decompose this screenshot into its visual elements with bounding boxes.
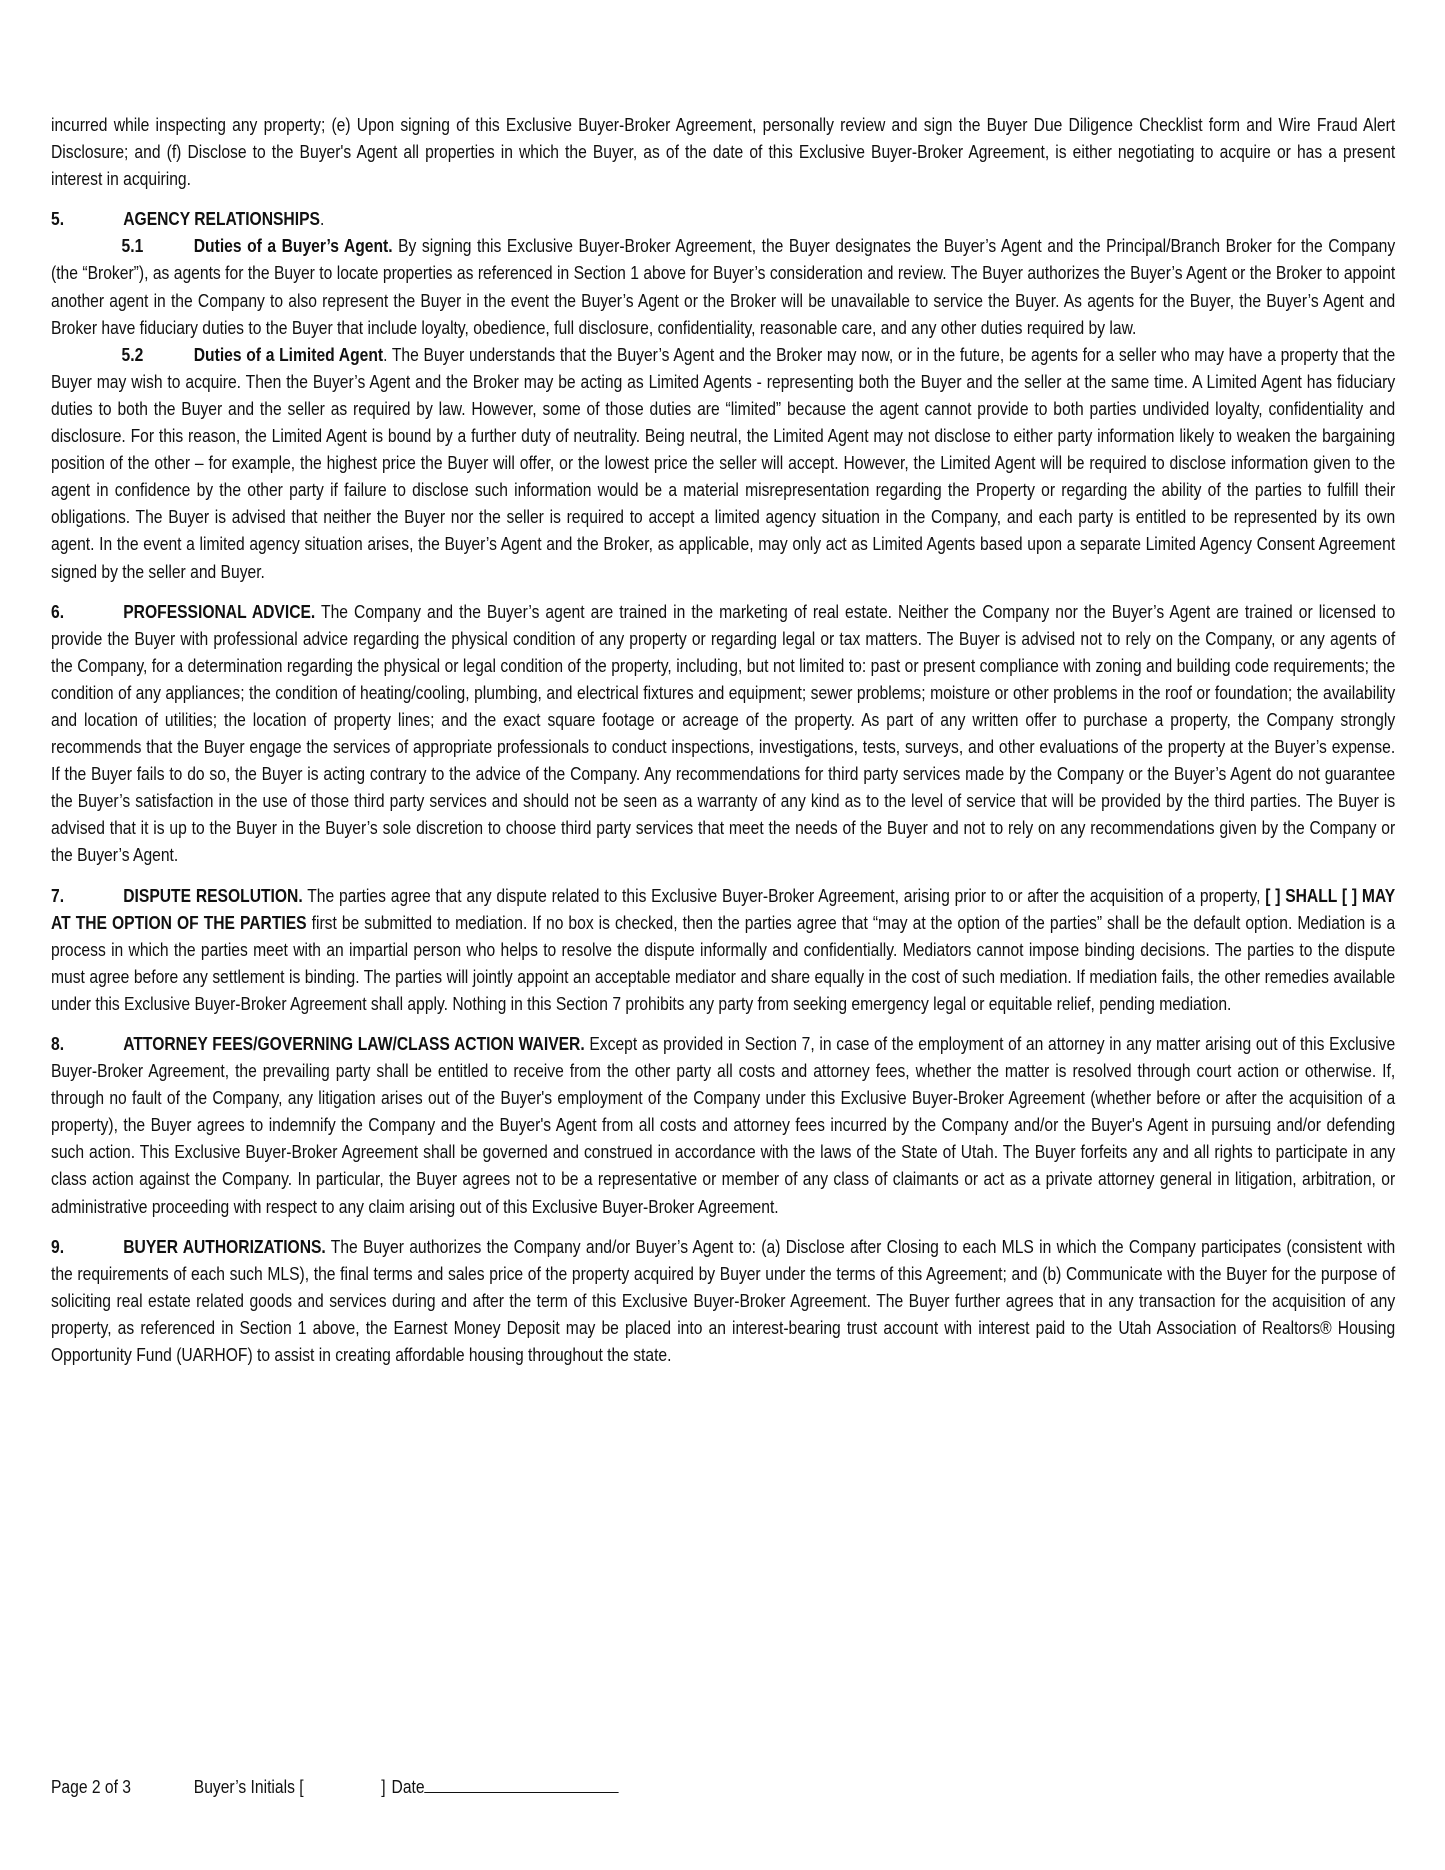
section-text: The parties agree that any dispute related to this Exclusive Buyer-Broker Agreement, arising prior to or after the acquisition of a property,	[302, 885, 1266, 906]
subsection-text: By signing this Exclusive Buyer-Broker Agreement, the Buyer designates the Buyer’s Agent and the Principal/Branch Broker for the Company (the “Broker”), as agents for the Buyer to locate properties as referenced in Section 1 above for Buyer’s consideration and review. The Buyer authorizes the Buyer’s Agent or the Broker to appoint another agent in the Company to also represent the Buyer in the event the Buyer’s Agent or the Broker will be unavailable to service the Buyer. As agents for the Buyer, the Buyer’s Agent and Broker have fiduciary duties to the Buyer that include loyalty, obedience, full disclosure, confidentiality, reasonable care, and any other duties required by law.	[51, 236, 1396, 338]
section-number: 8.	[51, 1034, 65, 1054]
section-6	[51, 599, 1395, 870]
intro-paragraph: incurred while inspecting any property; (e) Upon signing of this Exclusive Buyer-Broker Agreement, personally review and sign the Buyer Due Diligence Checklist form and Wire Fraud Alert Disclosure; and (f) Disclose to the Buyer's Agent all properties in which the Buyer, as of the date of this Exclusive Buyer-Broker Agreement, is either negotiating to acquire or has a present interest in acquiring.	[51, 115, 1396, 190]
section-number: 9.	[51, 1236, 65, 1257]
subsection-title: Duties of a Limited Agent	[193, 344, 384, 365]
section-5-2	[51, 342, 1395, 586]
section-text: first be submitted to mediation. If no box is checked, then the parties agree that “may at the option of the parties” shall be the default option. Mediation is a process in which the parties meet with an impartial person who helps to resolve the dispute informally and confidentially. Mediators cannot impose binding decisions. The parties to the dispute must agree before any settlement is binding. The parties will jointly appoint an acceptable mediator and share equally in the cost of such mediation. If mediation fails, the other remedies available under this Exclusive Buyer-Broker Agreement shall apply. Nothing in this Section 7 prohibits any party from seeking emergency legal or equitable relief, pending mediation.	[51, 912, 1396, 1014]
subsection-number: 5.1	[121, 236, 144, 257]
mediation-option-checkboxes[interactable]: [ ] SHALL [ ] MAY AT THE OPTION OF THE PARTIES	[51, 885, 1396, 933]
section-title: ATTORNEY FEES/GOVERNING LAW/CLASS ACTION WAIVER.	[123, 1034, 585, 1054]
date-field[interactable]	[425, 1774, 619, 1793]
section-title: PROFESSIONAL ADVICE.	[123, 601, 316, 622]
section-number: 5.	[51, 209, 65, 230]
section-5-1	[51, 233, 1395, 341]
date-label: Date	[391, 1777, 425, 1797]
section-text: The Company and the Buyer’s agent are trained in the marketing of real estate. Neither the Company nor the Buyer’s Agent are trained or licensed to provide the Buyer with professional advice regarding the physical condition of any property or regarding legal or tax matters. The Buyer is advised not to rely on the Company, or any agents of the Company, for a determination regarding the physical or legal condition of the property, including, but not limited to: past or present compliance with zoning and building code requirements; the condition of any appliances; the condition of heating/cooling, plumbing, and electrical fixtures and equipment; sewer problems; moisture or other problems in the roof or foundation; the availability and location of utilities; the location of property lines; and the exact square footage or acreage of the property. As part of any written offer to purchase a property, the Company strongly recommends that the Buyer engage the services of appropriate professionals to conduct inspections, investigations, tests, surveys, and other evaluations of the property at the Buyer’s expense. If the Buyer fails to do so, the Buyer is acting contrary to the advice of the Company. Any recommendations for third party services made by the Company or the Buyer’s Agent do not guarantee the Buyer’s satisfaction in the use of those third party services and should not be seen as a warranty of any kind as to the level of service that will be provided by the third parties. The Buyer is advised that it is up to the Buyer in the Buyer’s sole discretion to choose third party services that meet the needs of the Buyer and not to rely on any recommendations given by the Company or the Buyer’s Agent.	[51, 601, 1396, 866]
section-5-heading: 5. AGENCY RELATIONSHIPS.	[51, 206, 1395, 233]
page-footer	[51, 1774, 619, 1798]
subsection-text: . The Buyer understands that the Buyer’s Agent and the Broker may now, or in the future, be agents for a seller who may have a property that the Buyer may wish to acquire. Then the Buyer’s Agent and the Broker may be acting as Limited Agents - representing both the Buyer and the seller at the same time. A Limited Agent has fiduciary duties to both the Buyer and the seller as required by law. However, some of those duties are “limited” because the agent cannot provide to both parties undivided loyalty, confidentiality and disclosure. For this reason, the Limited Agent is bound by a further duty of neutrality. Being neutral, the Limited Agent may not disclose to either party information likely to weaken the bargaining position of the other – for example, the highest price the Buyer will offer, or the lowest price the seller will accept. However, the Limited Agent will be required to disclose information given to the agent in confidence by the other party if failure to disclose such information would be a material misrepresentation regarding the Property or regarding the ability of the parties to fulfill their obligations. The Buyer is advised that neither the Buyer nor the seller is required to accept a limited agency situation in the Company, and each party is entitled to be represented by its own agent. In the event a limited agency situation arises, the Buyer’s Agent and the Broker, as applicable, may only act as Limited Agents based upon a separate Limited Agency Consent Agreement signed by the seller and Buyer.	[51, 344, 1396, 582]
document-page	[51, 112, 1396, 1369]
subsection-number: 5.2	[121, 344, 144, 365]
section-text: The Buyer authorizes the Company and/or Buyer’s Agent to: (a) Disclose after Closing to each MLS in which the Company participates (consistent with the requirements of each such MLS), the final terms and sales price of the property acquired by Buyer under the terms of this Agreement; and (b) Communicate with the Buyer for the purpose of soliciting real estate related goods and services during and after the term of this Exclusive Buyer-Broker Agreement. The Buyer further agrees that in any transaction for the acquisition of any property, as referenced in Section 1 above, the Earnest Money Deposit may be placed into an interest-bearing trust account with interest paid to the Utah Association of Realtors® Housing Opportunity Fund (UARHOF) to assist in creating affordable housing throughout the state.	[51, 1236, 1396, 1366]
section-number: 7.	[51, 885, 65, 906]
section-text: Except as provided in Section 7, in case of the employment of an attorney in any matter arising out of this Exclusive Buyer-Broker Agreement, the prevailing party shall be entitled to receive from the other party all costs and attorney fees, whether the matter is resolved through court action or otherwise. If, through no fault of the Company, any litigation arises out of the Buyer's employment of the Company under this Exclusive Buyer-Broker Agreement (whether before or after the acquisition of a property), the Buyer agrees to indemnify the Company and the Buyer's Agent from all costs and attorney fees incurred by the Company and/or the Buyer's Agent in pursuing and/or defending such action. This Exclusive Buyer-Broker Agreement shall be governed and construed in accordance with the laws of the State of Utah. The Buyer forfeits any and all rights to participate in any class action against the Company. In particular, the Buyer agrees not to be a representative or member of any class of claimants or act as a private attorney general in litigation, arbitration, or administrative proceeding with respect to any claim arising out of this Exclusive Buyer-Broker Agreement.	[51, 1034, 1396, 1217]
section-title: AGENCY RELATIONSHIPS	[123, 209, 320, 230]
section-title: DISPUTE RESOLUTION.	[123, 885, 303, 906]
section-9	[51, 1234, 1395, 1369]
section-number: 6.	[51, 601, 65, 622]
buyer-initials-label: Buyer’s Initials [	[193, 1777, 304, 1797]
page-number: Page 2 of 3	[51, 1777, 132, 1797]
section-title: BUYER AUTHORIZATIONS.	[123, 1236, 326, 1257]
buyer-initials-field[interactable]: ]	[381, 1777, 386, 1797]
section-8	[51, 1031, 1395, 1221]
subsection-title: Duties of a Buyer’s Agent.	[193, 236, 393, 257]
section-7	[51, 883, 1395, 1018]
